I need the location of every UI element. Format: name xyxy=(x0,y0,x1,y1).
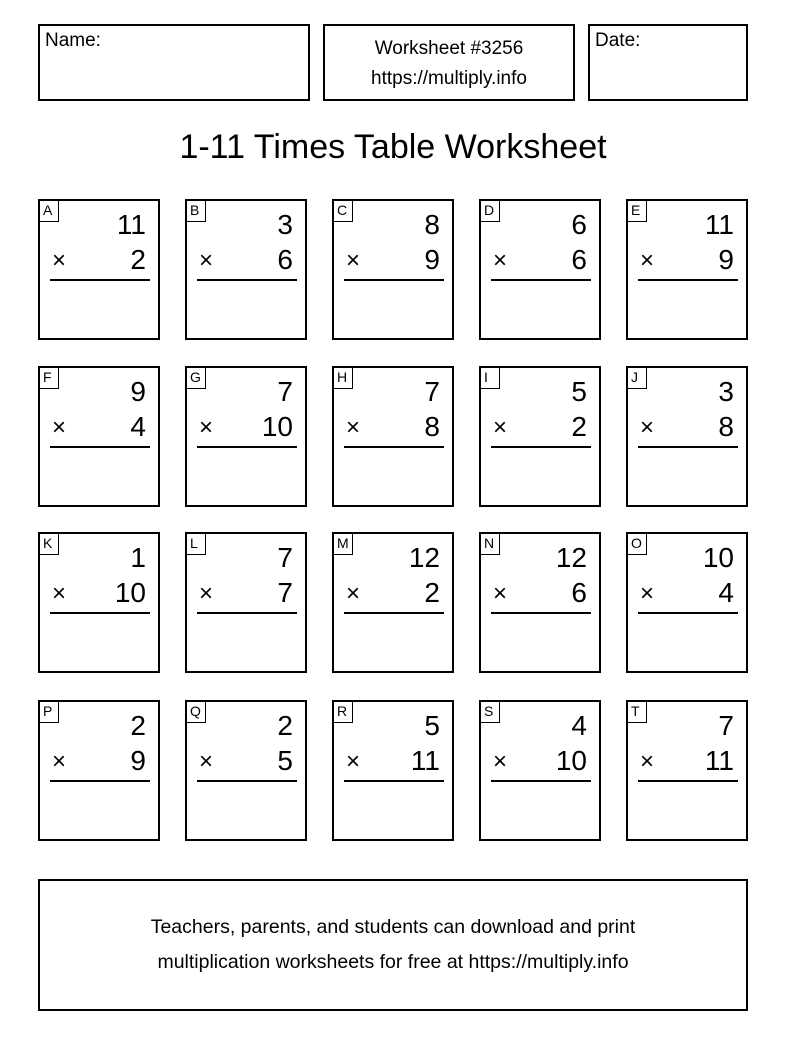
problem-card[interactable] xyxy=(185,366,307,507)
answer-line xyxy=(197,780,297,782)
problem-label: A xyxy=(40,201,59,222)
answer-line xyxy=(344,780,444,782)
multiply-sign-icon: × xyxy=(199,414,214,441)
answer-line xyxy=(638,446,738,448)
answer-line xyxy=(50,446,150,448)
multiplier: 11 xyxy=(410,745,440,776)
problem-label: L xyxy=(187,534,206,555)
problem-label: H xyxy=(334,368,353,389)
problem-label: I xyxy=(481,368,500,389)
problem-card[interactable] xyxy=(38,532,160,673)
multiply-sign-icon: × xyxy=(346,580,361,607)
problem-label: S xyxy=(481,702,500,723)
problem-label: N xyxy=(481,534,500,555)
multiplier: 8 xyxy=(424,411,440,442)
problem-label: M xyxy=(334,534,353,555)
multiply-sign-icon: × xyxy=(52,748,67,775)
multiplicand: 12 xyxy=(555,542,587,573)
multiplicand: 5 xyxy=(571,376,587,407)
problem-label: G xyxy=(187,368,206,389)
problem-card[interactable] xyxy=(38,366,160,507)
answer-line xyxy=(197,446,297,448)
worksheet-url: https://multiply.info xyxy=(371,68,527,89)
problem-card[interactable] xyxy=(479,532,601,673)
multiplier: 4 xyxy=(130,411,146,442)
problem-label: T xyxy=(628,702,647,723)
problem-label: K xyxy=(40,534,59,555)
answer-line xyxy=(491,279,591,281)
problem-card[interactable] xyxy=(185,199,307,340)
multiply-sign-icon: × xyxy=(493,580,508,607)
multiplier: 2 xyxy=(424,577,440,608)
multiplicand: 12 xyxy=(408,542,440,573)
answer-line xyxy=(344,612,444,614)
answer-line xyxy=(197,612,297,614)
answer-line xyxy=(344,279,444,281)
multiplier: 6 xyxy=(277,244,293,275)
multiplicand: 3 xyxy=(277,209,293,240)
footer-line-2: multiplication worksheets for free at https://multiply.info xyxy=(157,951,629,973)
multiplier: 4 xyxy=(718,577,734,608)
multiply-sign-icon: × xyxy=(640,247,655,274)
multiply-sign-icon: × xyxy=(52,414,67,441)
problem-label: D xyxy=(481,201,500,222)
multiply-sign-icon: × xyxy=(199,580,214,607)
page-title: 1-11 Times Table Worksheet xyxy=(179,128,607,166)
multiplicand: 9 xyxy=(130,376,146,407)
problem-label: Q xyxy=(187,702,206,723)
problem-label: O xyxy=(628,534,647,555)
multiply-sign-icon: × xyxy=(346,748,361,775)
multiplier: 9 xyxy=(424,244,440,275)
problem-card[interactable] xyxy=(332,532,454,673)
worksheet-number: Worksheet #3256 xyxy=(374,38,524,59)
multiplier: 2 xyxy=(571,411,587,442)
multiplicand: 4 xyxy=(571,710,587,741)
answer-line xyxy=(638,612,738,614)
multiplicand: 5 xyxy=(424,710,440,741)
problem-card[interactable] xyxy=(626,199,748,340)
problem-card[interactable] xyxy=(479,700,601,841)
problem-label: R xyxy=(334,702,353,723)
multiply-sign-icon: × xyxy=(640,580,655,607)
footer-box xyxy=(38,879,748,1011)
multiplier: 7 xyxy=(277,577,293,608)
name-label: Name: xyxy=(45,30,101,51)
problem-card[interactable] xyxy=(332,366,454,507)
multiply-sign-icon: × xyxy=(493,247,508,274)
problem-card[interactable] xyxy=(626,700,748,841)
worksheet-info-box xyxy=(323,24,575,101)
multiplicand: 2 xyxy=(130,710,146,741)
multiplicand: 7 xyxy=(277,542,293,573)
problem-label: E xyxy=(628,201,647,222)
problem-card[interactable] xyxy=(185,700,307,841)
problem-label: F xyxy=(40,368,59,389)
multiplicand: 7 xyxy=(424,376,440,407)
name-field[interactable] xyxy=(38,24,310,101)
answer-line xyxy=(50,780,150,782)
multiplier: 9 xyxy=(718,244,734,275)
problem-card[interactable] xyxy=(38,199,160,340)
answer-line xyxy=(491,612,591,614)
multiplier: 5 xyxy=(277,745,293,776)
multiply-sign-icon: × xyxy=(52,580,67,607)
problem-card[interactable] xyxy=(626,366,748,507)
multiplier: 10 xyxy=(555,745,587,776)
multiply-sign-icon: × xyxy=(493,414,508,441)
problem-label: C xyxy=(334,201,353,222)
multiplier: 11 xyxy=(704,745,734,776)
multiplicand: 8 xyxy=(424,209,440,240)
multiply-sign-icon: × xyxy=(52,247,67,274)
problem-label: J xyxy=(628,368,647,389)
multiply-sign-icon: × xyxy=(346,247,361,274)
multiplicand: 1 xyxy=(130,542,146,573)
date-field[interactable] xyxy=(588,24,748,101)
problem-card[interactable] xyxy=(185,532,307,673)
multiplicand: 10 xyxy=(702,542,734,573)
answer-line xyxy=(491,780,591,782)
multiply-sign-icon: × xyxy=(640,414,655,441)
multiplier: 10 xyxy=(261,411,293,442)
multiply-sign-icon: × xyxy=(199,247,214,274)
multiplier: 2 xyxy=(130,244,146,275)
answer-line xyxy=(197,279,297,281)
multiplicand: 7 xyxy=(277,376,293,407)
footer-line-1: Teachers, parents, and students can download and print xyxy=(150,916,636,938)
problem-card[interactable] xyxy=(38,700,160,841)
multiplier: 8 xyxy=(718,411,734,442)
multiplier: 6 xyxy=(571,244,587,275)
problem-label: P xyxy=(40,702,59,723)
problem-card[interactable] xyxy=(479,366,601,507)
answer-line xyxy=(638,780,738,782)
multiplicand: 7 xyxy=(718,710,734,741)
multiply-sign-icon: × xyxy=(493,748,508,775)
answer-line xyxy=(344,446,444,448)
problem-label: B xyxy=(187,201,206,222)
multiplier: 10 xyxy=(114,577,146,608)
multiplicand: 6 xyxy=(571,209,587,240)
multiplier: 9 xyxy=(130,745,146,776)
answer-line xyxy=(50,612,150,614)
answer-line xyxy=(491,446,591,448)
date-label: Date: xyxy=(595,30,641,51)
multiply-sign-icon: × xyxy=(640,748,655,775)
problem-card[interactable] xyxy=(626,532,748,673)
problem-card[interactable] xyxy=(332,199,454,340)
problem-card[interactable] xyxy=(479,199,601,340)
problem-card[interactable] xyxy=(332,700,454,841)
answer-line xyxy=(638,279,738,281)
answer-line xyxy=(50,279,150,281)
multiply-sign-icon: × xyxy=(346,414,361,441)
multiplicand: 11 xyxy=(704,209,734,240)
multiply-sign-icon: × xyxy=(199,748,214,775)
multiplicand: 3 xyxy=(718,376,734,407)
multiplier: 6 xyxy=(571,577,587,608)
multiplicand: 11 xyxy=(116,209,146,240)
multiplicand: 2 xyxy=(277,710,293,741)
